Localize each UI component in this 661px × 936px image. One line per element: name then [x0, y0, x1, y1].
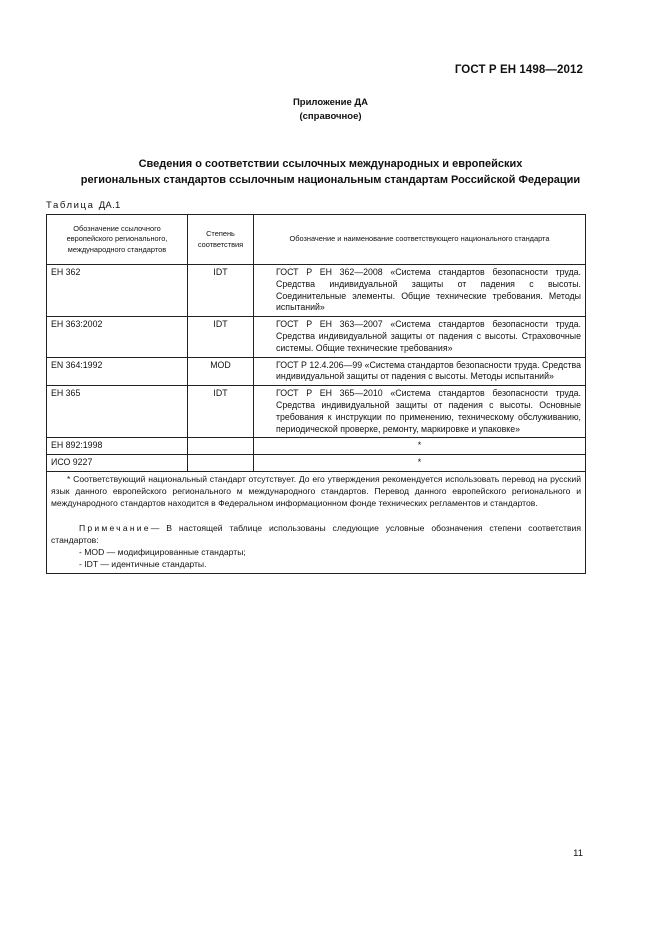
- title-line-2: региональных стандартов ссылочным национальным стандартам Российской Федерации: [80, 174, 581, 186]
- header-national: Обозначение и наименование соответствующего национального стандарта: [254, 215, 586, 265]
- table-notes: [47, 471, 586, 573]
- table-footnote: * Соответствующий национальный стандарт отсутствует. До его утверждения рекомендуется использовать перевод на русский язык данного европейского регионального м международного стандартов. Перевод данного европейского регионального и международного стандартов находится в Федеральном информационном фонде технических регламентов и стандартов.: [51, 473, 581, 508]
- table-row: [47, 265, 586, 317]
- cell-national: [254, 265, 586, 317]
- cell-national: [254, 386, 586, 438]
- table-row: [47, 386, 586, 438]
- title-line-1: Сведения о соответствии ссылочных международных и европейских: [138, 158, 523, 170]
- table-caption: [46, 200, 121, 211]
- cell-designation: ЕН 892:1998: [47, 438, 188, 455]
- correspondence-table: [46, 214, 586, 574]
- note-item-idt: - IDT — идентичные стандарты.: [79, 558, 207, 569]
- cell-designation: EN 364:1992: [47, 357, 188, 386]
- national-text: ГОСТ Р ЕН 365—2010 «Система стандартов безопасности труда. Средства индивидуальной защиты от падения с высоты. Основные требования к инструкции по применению, техническому обслуживанию, периодической проверке, ремонту, маркировке и упаковке»: [276, 388, 581, 434]
- national-text: ГОСТ Р ЕН 362—2008 «Система стандартов безопасности труда. Средства индивидуальной защиты от падения с высоты. Соединительные элементы. Общие технические требования. Методы испытаний»: [276, 267, 581, 313]
- cell-national: [254, 317, 586, 357]
- table-row: [47, 357, 586, 386]
- cell-national: *: [254, 455, 586, 472]
- note-text: — В настоящей таблице использованы следующие условные обозначения степени соответствия стандартов:: [51, 523, 581, 546]
- table-caption-number: ДА.1: [98, 200, 121, 211]
- table-row: [47, 455, 586, 472]
- header-degree: Степень соответствия: [188, 215, 254, 265]
- cell-degree: [188, 438, 254, 455]
- note-label: Примечание: [79, 523, 151, 534]
- document-code: ГОСТ Р ЕН 1498—2012: [454, 64, 583, 76]
- annex-heading: [0, 96, 661, 124]
- national-text: ГОСТ Р ЕН 363—2007 «Система стандартов безопасности труда. Средства индивидуальной защиты от падения с высоты. Страховочные системы. Общие технические требования»: [276, 319, 581, 353]
- cell-national: *: [254, 438, 586, 455]
- table-header-row: [47, 215, 586, 265]
- header-designation: Обозначение ссылочного европейского регионального, международного стандартов: [47, 215, 188, 265]
- annex-status: (справочное): [299, 111, 362, 122]
- table-note: [51, 523, 581, 547]
- cell-degree: MOD: [188, 357, 254, 386]
- table-row: [47, 317, 586, 357]
- cell-degree: IDT: [188, 386, 254, 438]
- table-caption-word: Таблица: [46, 200, 95, 211]
- cell-degree: IDT: [188, 317, 254, 357]
- cell-designation: ЕН 365: [47, 386, 188, 438]
- cell-degree: [188, 455, 254, 472]
- cell-designation: ИСО 9227: [47, 455, 188, 472]
- section-title: [40, 156, 621, 188]
- page-number: 11: [573, 848, 583, 859]
- table-notes-row: [47, 471, 586, 573]
- cell-designation: ЕН 362: [47, 265, 188, 317]
- national-text: ГОСТ Р 12.4.206—99 «Система стандартов безопасности труда. Средства индивидуальной защиты от падения с высоты. Методы испытаний»: [276, 359, 581, 382]
- cell-designation: ЕН 363:2002: [47, 317, 188, 357]
- cell-national: [254, 357, 586, 386]
- annex-label: Приложение ДА: [292, 97, 369, 108]
- note-item-mod: - MOD — модифицированные стандарты;: [79, 546, 246, 557]
- cell-degree: IDT: [188, 265, 254, 317]
- table-row: [47, 438, 586, 455]
